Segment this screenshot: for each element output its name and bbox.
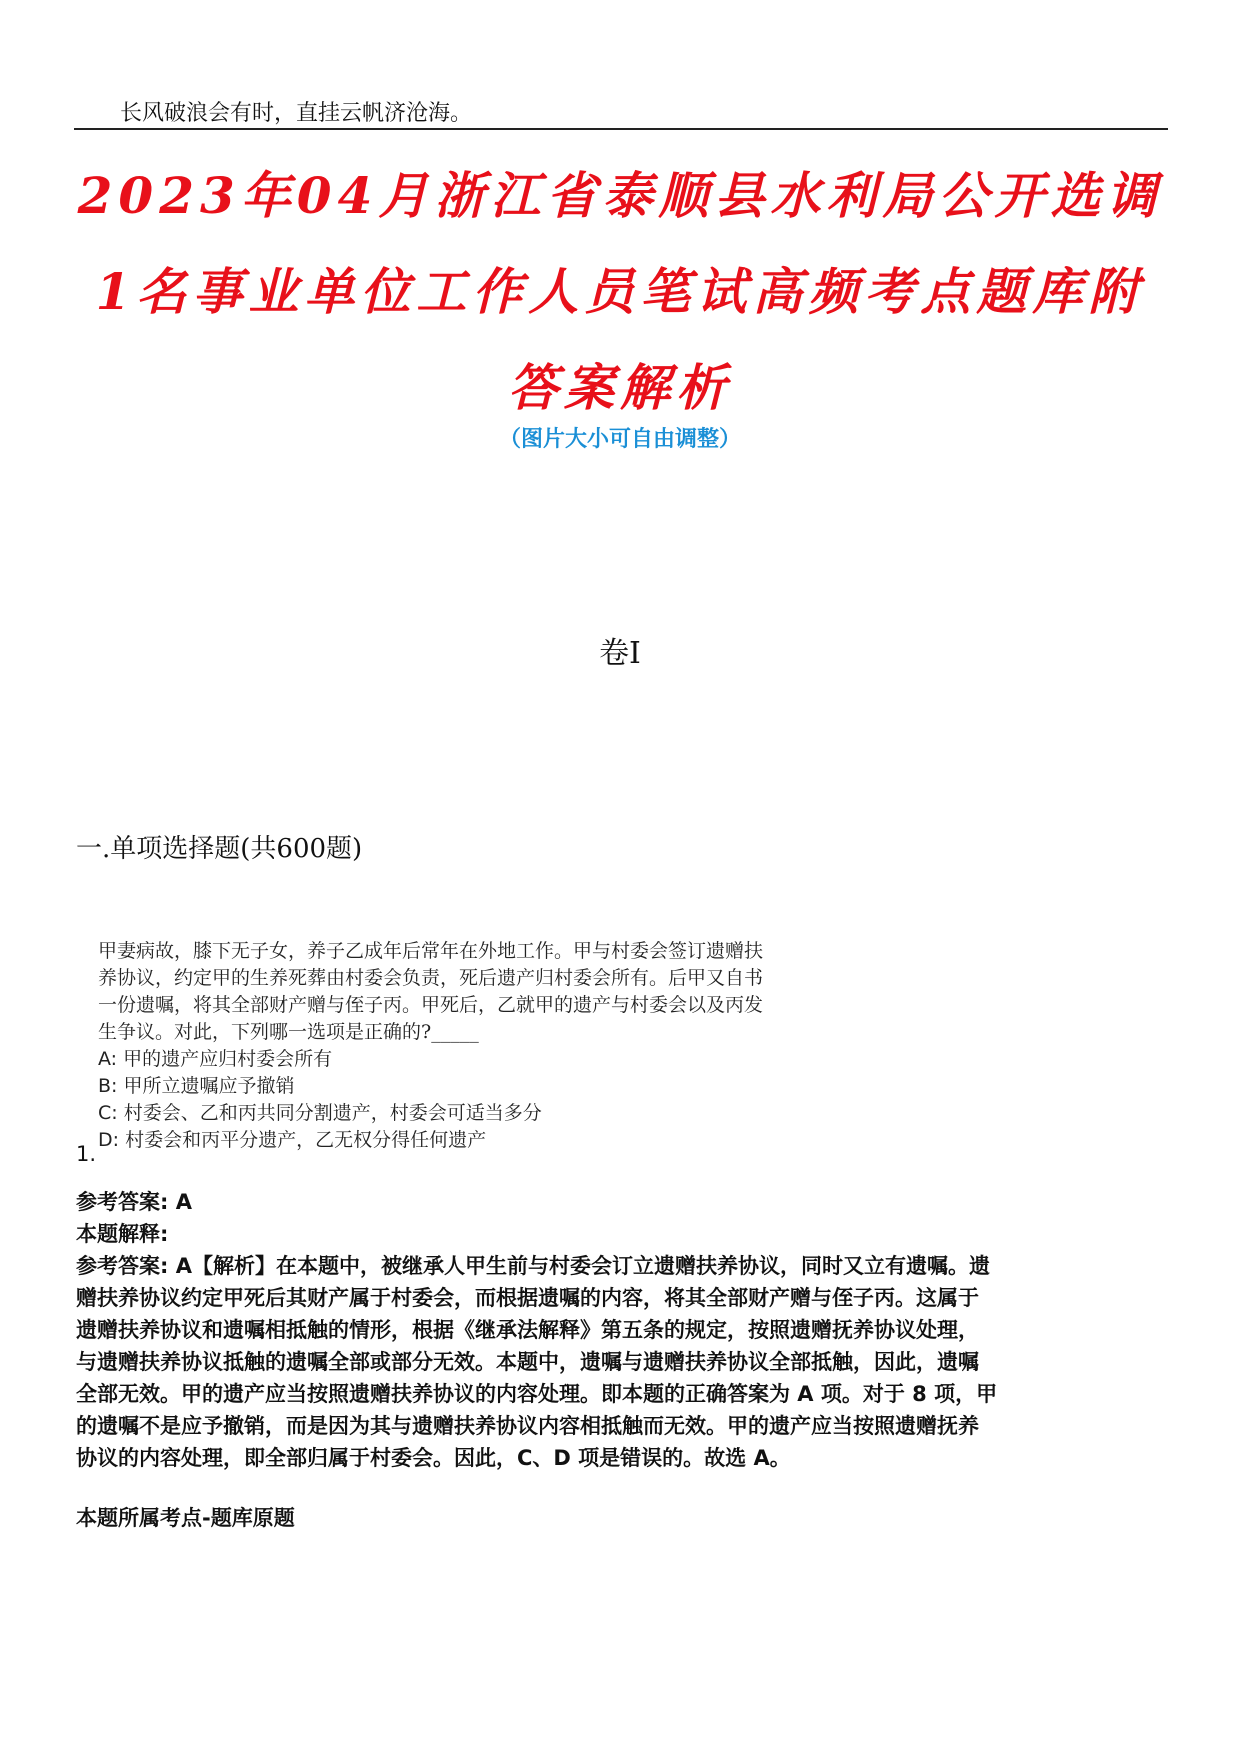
option-b: [98, 1073, 858, 1100]
analysis-line: 的遗嘱不是应予撤销，而是因为其与遗赠扶养协议内容相抵触而无效。甲的遗产应当按照遗赠抚养: [76, 1414, 979, 1438]
analysis-line: 参考答案: A【解析】在本题中，被继承人甲生前与村委会订立遗赠扶养协议，同时又立有遗嘱。遗: [76, 1254, 990, 1278]
header-motto: 长风破浪会有时，直挂云帆济沧海。: [120, 101, 473, 126]
option-text: 甲所立遗嘱应予撤销: [123, 1075, 295, 1097]
analysis-line: 遗赠扶养协议和遗嘱相抵触的情形，根据《继承法解释》第五条的规定，按照遗赠抚养协议处理，: [76, 1318, 979, 1342]
question-stem-line: 甲妻病故，膝下无子女，养子乙成年后常年在外地工作。甲与村委会签订遗赠扶: [98, 940, 764, 962]
analysis-label: 本题解释:: [76, 1222, 169, 1246]
analysis-line: 协议的内容处理，即全部归属于村委会。因此，C、D 项是错误的。故选 A。: [76, 1446, 791, 1470]
title-line-1: 2023年04月浙江省泰顺县水利局公开选调: [77, 166, 1163, 225]
reference-answer: 参考答案: A: [76, 1190, 192, 1214]
analysis-line: 全部无效。甲的遗产应当按照遗赠扶养协议的内容处理。即本题的正确答案为 A 项。对于 8 项，甲: [76, 1382, 998, 1406]
topic-line: 本题所属考点-题库原题: [76, 1506, 295, 1530]
analysis-line: 赠扶养协议约定甲死后其财产属于村委会，而根据遗嘱的内容，将其全部财产赠与侄子丙。这属于: [76, 1286, 979, 1310]
question-number: 1.: [76, 1142, 97, 1166]
question-stem-line: 养协议，约定甲的生养死葬由村委会负责，死后遗产归村委会所有。后甲又自书: [98, 967, 764, 989]
option-text: 甲的遗产应归村委会所有: [123, 1048, 333, 1070]
analysis-line: 与遗赠扶养协议抵触的遗嘱全部或部分无效。本题中，遗嘱与遗赠扶养协议全部抵触，因此，遗嘱: [76, 1350, 979, 1374]
volume-label: 卷I: [599, 636, 641, 671]
option-c: [98, 1100, 858, 1127]
section-heading: 一.单项选择题(共600题): [76, 834, 363, 864]
option-a: [98, 1046, 858, 1073]
answer-section: [76, 1186, 1168, 1474]
document-title: [64, 148, 1176, 436]
title-line-2: 1名事业单位工作人员笔试高频考点题库附: [95, 262, 1145, 321]
question-body: [98, 938, 858, 1154]
title-line-3: 答案解析: [508, 358, 732, 417]
question-stem-line: 一份遗嘱，将其全部财产赠与侄子丙。甲死后，乙就甲的遗产与村委会以及丙发: [98, 994, 764, 1016]
option-letter: A:: [98, 1048, 118, 1070]
option-letter: B:: [98, 1075, 118, 1097]
option-text: 村委会和丙平分遗产，乙无权分得任何遗产: [125, 1129, 487, 1151]
option-text: 村委会、乙和丙共同分割遗产，村委会可适当多分: [123, 1102, 542, 1124]
option-letter: D:: [98, 1129, 120, 1151]
option-d: [98, 1127, 858, 1154]
subtitle-note: （图片大小可自由调整）: [498, 427, 741, 452]
question-stem-line: 生争议。对此，下列哪一选项是正确的?_____: [98, 1021, 479, 1043]
header-divider: [74, 128, 1168, 130]
option-letter: C:: [98, 1102, 118, 1124]
